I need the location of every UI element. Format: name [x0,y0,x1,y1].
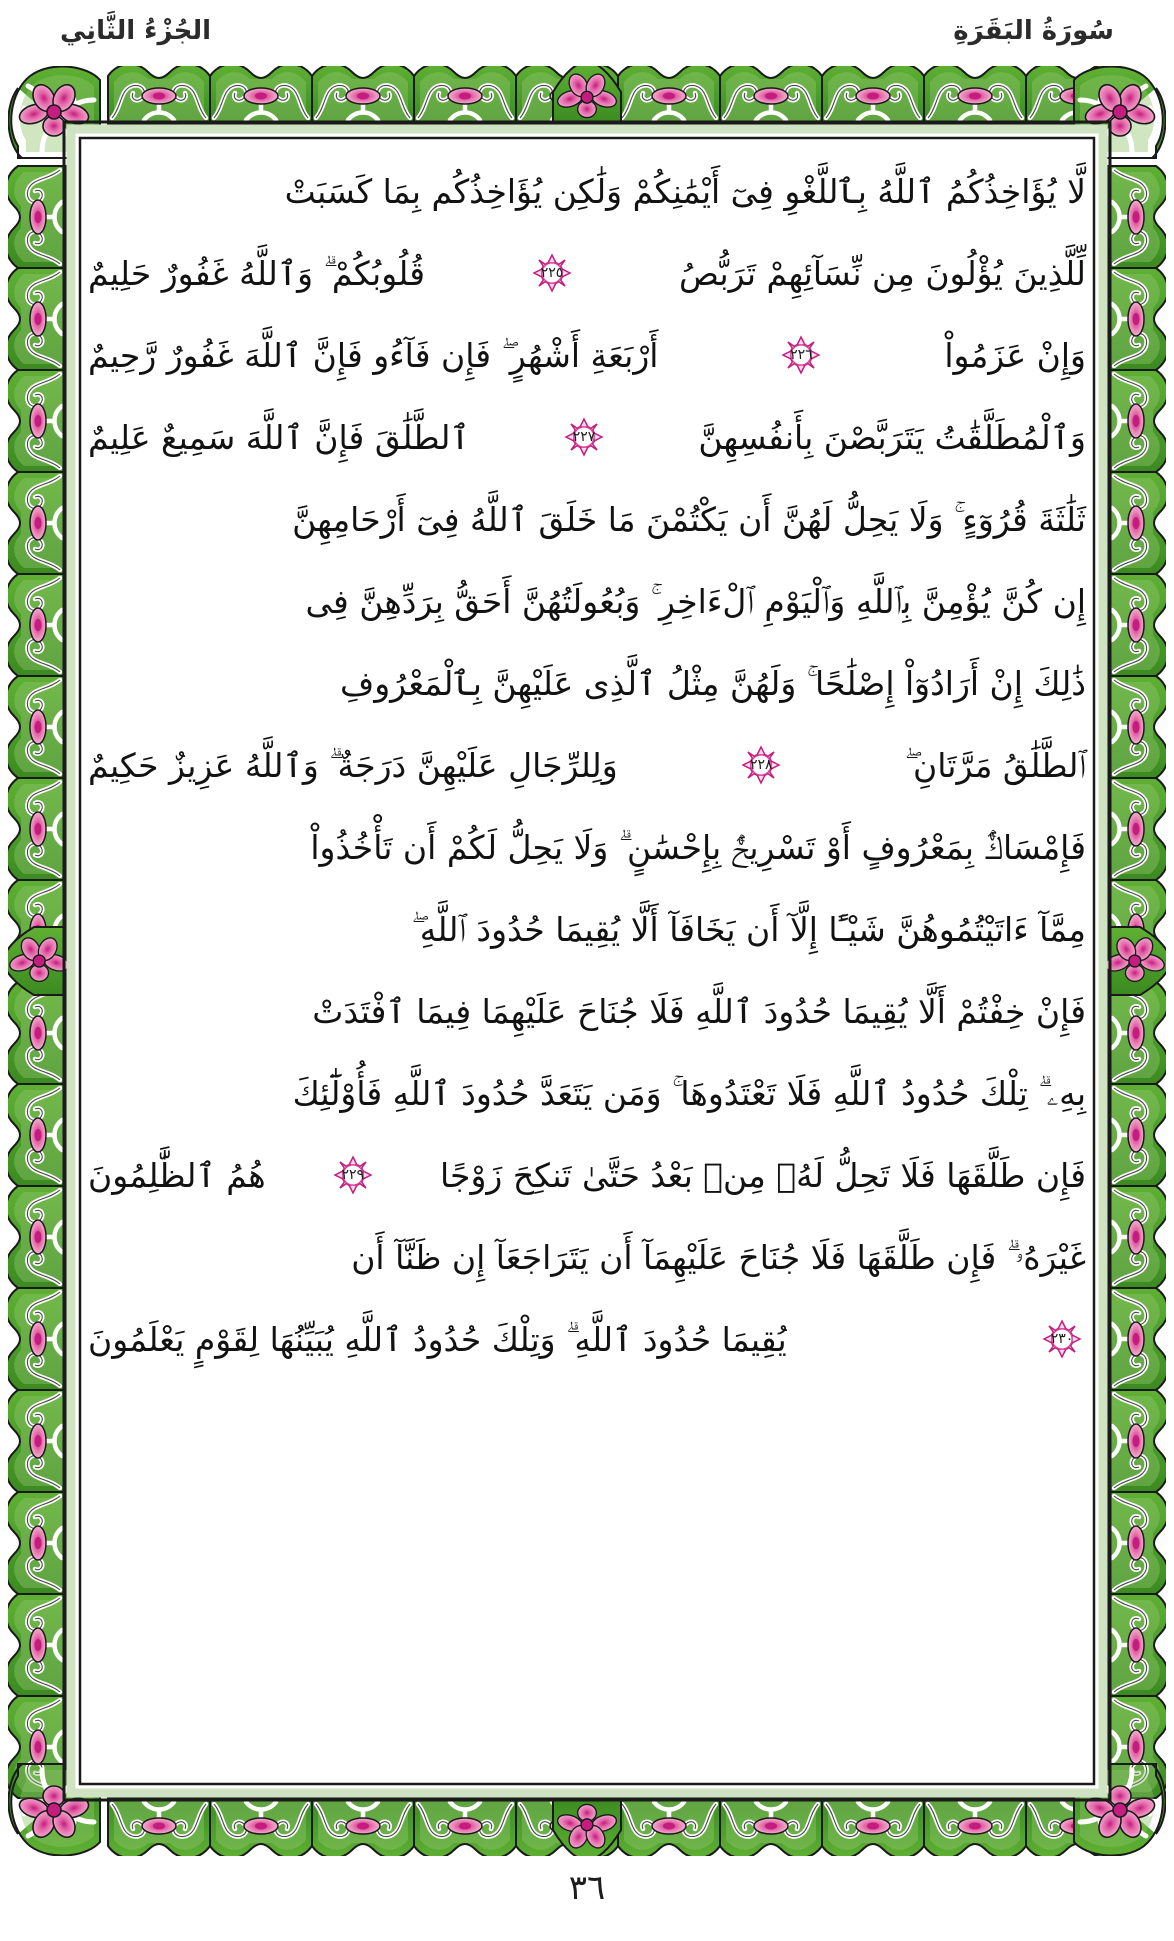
ayah-line [88,560,1086,642]
ayah-text: وَإِنْ عَزَمُواْ [944,335,1086,375]
ayah-line [88,1216,1086,1298]
ayah-text: وَلِلرِّجَالِ عَلَيْهِنَّ دَرَجَةٌ ۗ وَٱللَّهُ عَزِيزٌ حَكِيمٌ [88,745,618,785]
ayah-text: فَإِنْ خِفْتُمْ أَلَّا يُقِيمَا حُدُودَ ٱللَّهِ فَلَا جُنَاحَ عَلَيْهِمَا فِيمَا ٱفْتَدَتْ [312,991,1086,1031]
ayah-text: ٱلطَّلَٰقُ مَرَّتَانِ ۖ [904,745,1086,785]
ayah-text: هُمُ ٱلظَّٰلِمُونَ [88,1155,266,1195]
ayah-text: بِهِۦ ۗ تِلْكَ حُدُودُ ٱللَّهِ فَلَا تَعْتَدُوهَا ۚ وَمَن يَتَعَدَّ حُدُودَ ٱللَّهِ فَأُوْلَٰٓئِكَ [292,1073,1086,1113]
header-surah-label: سُورَةُ البَقَرَةِ [953,16,1114,46]
ayah-number-marker[interactable] [531,252,573,294]
ayah-text: غَيْرَهُۥ ۗ فَإِن طَلَّقَهَا فَلَا جُنَاحَ عَلَيْهِمَآ أَن يَتَرَاجَعَآ إِن ظَنَّآ أَن [351,1237,1086,1277]
ayah-line [88,232,1086,314]
ayah-line [88,314,1086,396]
ayah-number-marker[interactable] [780,334,822,376]
ayah-number-marker[interactable] [1041,1318,1083,1360]
ayah-text: ٱلطَّلَٰقَ فَإِنَّ ٱللَّهَ سَمِيعٌ عَلِيمٌ [88,417,470,457]
ayah-text: فَإِمْسَاكٌۢ بِمَعْرُوفٍ أَوْ تَسْرِيحٌۢ بِإِحْسَٰنٍ ۗ وَلَا يَحِلُّ لَكُمْ أَن تَأْخُذُواْ [310,827,1086,867]
ayah-line [88,1298,1086,1380]
ayah-line [88,970,1086,1052]
ayah-text: قُلُوبُكُمْ ۗ وَٱللَّهُ غَفُورٌ حَلِيمٌ [88,253,425,293]
ayah-text: فَإِن طَلَّقَهَا فَلَا تَحِلُّ لَهُۥ مِنۢ بَعْدُ حَتَّىٰ تَنكِحَ زَوْجًا [440,1155,1086,1195]
ayah-number: ٢٢٨ [749,757,773,773]
ayah-text: أَرْبَعَةِ أَشْهُرٍ ۖ فَإِن فَآءُو فَإِنَّ ٱللَّهَ غَفُورٌ رَّحِيمٌ [88,335,659,375]
quran-text-block [88,150,1086,1380]
ayah-text: إِن كُنَّ يُؤْمِنَّ بِٱللَّهِ وَٱلْيَوْمِ ٱلْءَاخِرِ ۚ وَبُعُولَتُهُنَّ أَحَقُّ بِرَدِّهِنَّ فِى [305,581,1086,621]
running-header [0,0,1174,62]
ayah-text: يُقِيمَا حُدُودَ ٱللَّهِ ۗ وَتِلْكَ حُدُودُ ٱللَّهِ يُبَيِّنُهَا لِقَوْمٍ يَعْلَمُونَ [88,1319,787,1359]
ayah-number: ٢٢٥ [540,265,564,281]
ayah-line [88,150,1086,232]
ayah-line [88,396,1086,478]
ayah-number-marker[interactable] [332,1154,374,1196]
ayah-number: ٢٢٦ [790,347,813,363]
ayah-line [88,888,1086,970]
ayah-line [88,724,1086,806]
ayah-number: ٢٣٠ [1050,1331,1074,1347]
ayah-line [88,642,1086,724]
ayah-number-marker[interactable] [563,416,605,458]
ayah-number-marker[interactable] [740,744,782,786]
ayah-number: ٢٢٧ [572,429,596,445]
ayah-text: ذَٰلِكَ إِنْ أَرَادُوٓاْ إِصْلَٰحًا ۚ وَلَهُنَّ مِثْلُ ٱلَّذِى عَلَيْهِنَّ بِٱلْمَعْرُوفِ [340,663,1086,703]
ayah-text: لِّلَّذِينَ يُؤْلُونَ مِن نِّسَآئِهِمْ تَرَبُّصُ [679,253,1086,293]
ayah-text: ثَلَٰثَةَ قُرُوٓءٍ ۚ وَلَا يَحِلُّ لَهُنَّ أَن يَكْتُمْنَ مَا خَلَقَ ٱللَّهُ فِىٓ أَرْحَامِهِنَّ [292,499,1086,539]
header-juz-label: الجُزْءُ الثَّانِي [60,16,212,46]
ayah-text: وَٱلْمُطَلَّقَٰتُ يَتَرَبَّصْنَ بِأَنفُسِهِنَّ [698,417,1086,457]
ayah-line [88,478,1086,560]
ayah-number: ٢٢٩ [341,1167,365,1183]
page-number: ٣٦ [568,1868,606,1908]
ayah-line [88,806,1086,888]
ayah-text: مِمَّآ ءَاتَيْتُمُوهُنَّ شَيْـًٔا إِلَّآ أَن يَخَافَآ أَلَّا يُقِيمَا حُدُودَ ٱللَّهِ ۖ [411,909,1086,949]
ayah-line [88,1052,1086,1134]
border-right [1103,166,1166,1798]
border-left [8,166,71,1798]
ayah-line [88,1134,1086,1216]
ayah-text: لَّا يُؤَاخِذُكُمُ ٱللَّهُ بِٱللَّغْوِ فِىٓ أَيْمَٰنِكُمْ وَلَٰكِن يُؤَاخِذُكُم بِمَا كَسَبَتْ [284,171,1086,211]
